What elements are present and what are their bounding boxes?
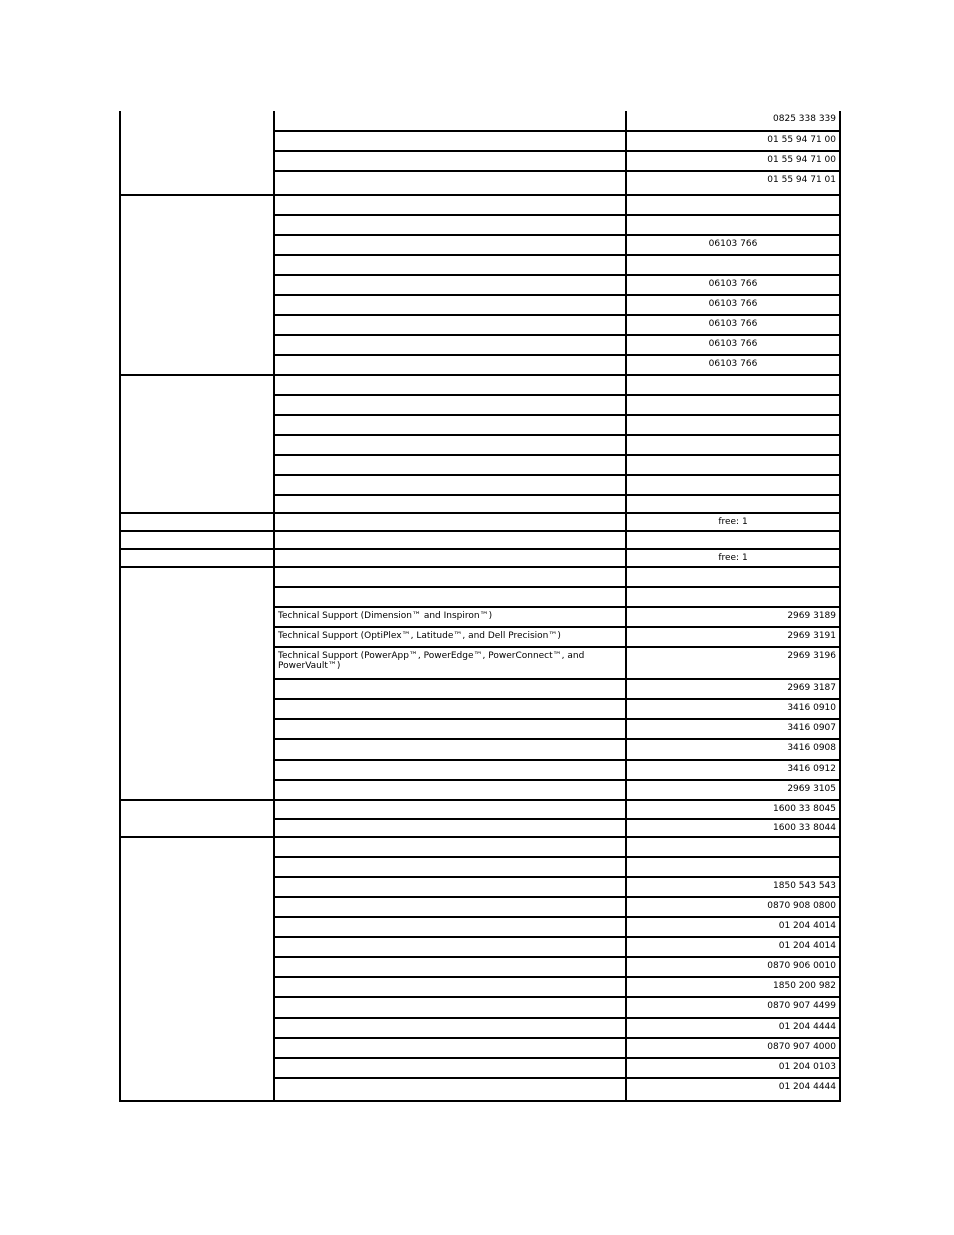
phone-number-cell: [626, 435, 840, 455]
phone-number-cell: 1850 200 982: [626, 977, 840, 997]
phone-number-cell: [626, 415, 840, 435]
phone-number-cell: [626, 215, 840, 235]
service-description-cell: [274, 997, 626, 1018]
phone-number-cell: 2969 3189: [626, 607, 840, 627]
table-row: [120, 549, 840, 567]
phone-number-cell: 3416 0912: [626, 760, 840, 780]
phone-number-cell: 06103 766: [626, 275, 840, 295]
phone-number-cell: free: 1: [626, 513, 840, 531]
contact-table-body: [120, 111, 840, 1101]
phone-number-cell: 01 55 94 71 01: [626, 171, 840, 195]
phone-number-cell: 0825 338 339: [626, 111, 840, 131]
phone-number-cell: 01 204 4444: [626, 1078, 840, 1101]
phone-number-cell: 0870 907 4000: [626, 1038, 840, 1058]
service-description-cell: [274, 567, 626, 587]
service-description-cell: [274, 355, 626, 375]
phone-number-cell: 2969 3196: [626, 647, 840, 679]
service-description-cell: [274, 215, 626, 235]
phone-number-cell: [626, 857, 840, 877]
service-description-cell: [274, 195, 626, 215]
service-description-cell: [274, 549, 626, 567]
service-description-cell: [274, 699, 626, 719]
service-description-cell: [274, 800, 626, 819]
country-cell: [120, 531, 274, 549]
country-cell: [120, 567, 274, 800]
service-description-cell: [274, 587, 626, 607]
service-description-cell: [274, 171, 626, 195]
phone-number-cell: 06103 766: [626, 355, 840, 375]
phone-number-cell: [626, 567, 840, 587]
service-description-cell: [274, 1018, 626, 1038]
phone-number-cell: 3416 0907: [626, 719, 840, 739]
contact-table-container: [119, 111, 835, 1102]
service-description-cell: [274, 315, 626, 335]
service-description-cell: [274, 151, 626, 171]
phone-number-cell: 06103 766: [626, 335, 840, 355]
service-description-cell: [274, 937, 626, 957]
service-description-cell: [274, 375, 626, 395]
phone-number-cell: 0870 908 0800: [626, 897, 840, 917]
service-description-cell: [274, 435, 626, 455]
service-description-cell: [274, 295, 626, 315]
phone-number-cell: [626, 395, 840, 415]
country-cell: [120, 800, 274, 837]
contact-table: [119, 111, 841, 1102]
service-description-cell: Technical Support (Dimension™ and Inspiron™): [274, 607, 626, 627]
phone-number-cell: 01 204 4014: [626, 937, 840, 957]
table-row: [120, 111, 840, 131]
phone-number-cell: 01 204 4014: [626, 917, 840, 937]
service-description-cell: [274, 131, 626, 151]
phone-number-cell: 01 55 94 71 00: [626, 151, 840, 171]
table-row: [120, 837, 840, 857]
service-description-cell: [274, 719, 626, 739]
phone-number-cell: 3416 0908: [626, 739, 840, 760]
country-cell: [120, 375, 274, 513]
phone-number-cell: 06103 766: [626, 235, 840, 255]
service-description-cell: [274, 475, 626, 495]
phone-number-cell: [626, 455, 840, 475]
service-description-cell: [274, 957, 626, 977]
service-description-cell: [274, 513, 626, 531]
phone-number-cell: [626, 531, 840, 549]
phone-number-cell: [626, 587, 840, 607]
service-description-cell: [274, 1038, 626, 1058]
service-description-cell: [274, 255, 626, 275]
service-description-cell: [274, 495, 626, 513]
phone-number-cell: 0870 907 4499: [626, 997, 840, 1018]
phone-number-cell: [626, 255, 840, 275]
phone-number-cell: 2969 3187: [626, 679, 840, 699]
service-description-cell: [274, 1058, 626, 1078]
country-cell: [120, 549, 274, 567]
service-description-cell: [274, 897, 626, 917]
service-description-cell: [274, 1078, 626, 1101]
service-description-cell: [274, 415, 626, 435]
table-row: [120, 375, 840, 395]
service-description-cell: Technical Support (OptiPlex™, Latitude™, and Dell Precision™): [274, 627, 626, 647]
phone-number-cell: 1850 543 543: [626, 877, 840, 897]
phone-number-cell: 01 204 0103: [626, 1058, 840, 1078]
phone-number-cell: 06103 766: [626, 315, 840, 335]
phone-number-cell: 06103 766: [626, 295, 840, 315]
phone-number-cell: free: 1: [626, 549, 840, 567]
country-cell: [120, 111, 274, 195]
service-description-cell: [274, 739, 626, 760]
service-description-cell: [274, 857, 626, 877]
service-description-cell: [274, 235, 626, 255]
service-description-cell: [274, 837, 626, 857]
service-description-cell: [274, 780, 626, 800]
phone-number-cell: 01 204 4444: [626, 1018, 840, 1038]
country-cell: [120, 837, 274, 1101]
service-description-cell: [274, 111, 626, 131]
phone-number-cell: 3416 0910: [626, 699, 840, 719]
country-cell: [120, 513, 274, 531]
phone-number-cell: [626, 837, 840, 857]
service-description-cell: [274, 819, 626, 837]
service-description-cell: Technical Support (PowerApp™, PowerEdge™, PowerConnect™, and PowerVault™): [274, 647, 626, 679]
service-description-cell: [274, 877, 626, 897]
table-row: [120, 513, 840, 531]
phone-number-cell: 1600 33 8044: [626, 819, 840, 837]
service-description-cell: [274, 679, 626, 699]
service-description-cell: [274, 455, 626, 475]
phone-number-cell: 2969 3191: [626, 627, 840, 647]
service-description-cell: [274, 335, 626, 355]
phone-number-cell: 01 55 94 71 00: [626, 131, 840, 151]
service-description-cell: [274, 395, 626, 415]
phone-number-cell: [626, 495, 840, 513]
table-row: [120, 567, 840, 587]
service-description-cell: [274, 917, 626, 937]
phone-number-cell: 1600 33 8045: [626, 800, 840, 819]
service-description-cell: [274, 760, 626, 780]
phone-number-cell: 0870 906 0010: [626, 957, 840, 977]
table-row: [120, 800, 840, 819]
country-cell: [120, 195, 274, 375]
table-row: [120, 531, 840, 549]
phone-number-cell: 2969 3105: [626, 780, 840, 800]
service-description-cell: [274, 275, 626, 295]
table-row: [120, 195, 840, 215]
phone-number-cell: [626, 195, 840, 215]
service-description-cell: [274, 531, 626, 549]
phone-number-cell: [626, 475, 840, 495]
phone-number-cell: [626, 375, 840, 395]
service-description-cell: [274, 977, 626, 997]
